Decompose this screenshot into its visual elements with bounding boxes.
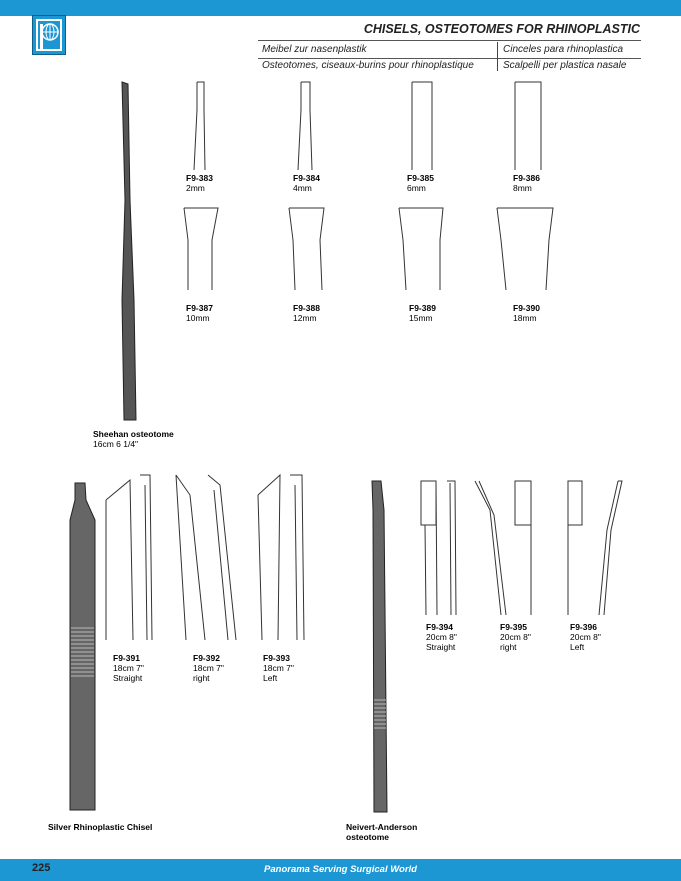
product-label: F9-390 18mm xyxy=(513,303,540,323)
neivert-caption: Neivert-Anderson osteotome xyxy=(346,822,418,842)
sheehan-caption: Sheehan osteotome 16cm 6 1/4" xyxy=(93,429,174,449)
product-label: F9-384 4mm xyxy=(293,173,320,193)
footer-slogan: Panorama Serving Surgical World xyxy=(264,864,417,875)
neivert-f9-396-image xyxy=(568,481,582,615)
product-label: F9-391 18cm 7" Straight xyxy=(113,653,144,683)
product-label: F9-386 8mm xyxy=(513,173,540,193)
blade-f9-385-image xyxy=(412,82,432,170)
blade-f9-389-image xyxy=(399,208,443,290)
blade-f9-384-image xyxy=(298,82,312,170)
silver-f9-393-image xyxy=(258,475,280,640)
neivert-f9-396-side-image xyxy=(599,481,622,615)
silver-f9-392-image xyxy=(176,475,205,640)
silver-f9-392-side-image xyxy=(208,475,236,640)
page-title: CHISELS, OSTEOTOMES FOR RHINOPLASTIC xyxy=(363,22,640,36)
blade-f9-386-image xyxy=(515,82,541,170)
blade-f9-388-image xyxy=(289,208,324,290)
blade-f9-383-image xyxy=(194,82,205,170)
neivert-f9-394-side-image xyxy=(447,481,456,615)
subtitle-italian: Scalpelli per plastica nasale xyxy=(503,60,627,71)
product-label: F9-385 6mm xyxy=(407,173,434,193)
silver-caption: Silver Rhinoplastic Chisel xyxy=(48,822,153,832)
product-label: F9-392 18cm 7" right xyxy=(193,653,224,683)
silver-f9-391-side-image xyxy=(140,475,152,640)
subtitle-spanish: Cinceles para rhinoplastica xyxy=(503,44,624,55)
product-label: F9-394 20cm 8" Straight xyxy=(426,622,457,652)
silver-chisel-image xyxy=(70,483,95,810)
neivert-f9-395-image xyxy=(475,481,506,615)
neivert-f9-395-side-image xyxy=(515,481,531,615)
silver-f9-391-image xyxy=(106,480,133,640)
product-label: F9-388 12mm xyxy=(293,303,320,323)
neivert-osteotome-image xyxy=(372,481,387,812)
silver-f9-393-side-image xyxy=(290,475,304,640)
subtitle-french: Osteotomes, ciseaux-burins pour rhinoplastique xyxy=(262,60,474,71)
product-label: F9-396 20cm 8" Left xyxy=(570,622,601,652)
subtitle-german: Meibel zur nasenplastik xyxy=(262,44,367,55)
page-number: 225 xyxy=(32,862,51,874)
blade-f9-387-image xyxy=(184,208,218,290)
blade-f9-390-image xyxy=(497,208,553,290)
product-label: F9-387 10mm xyxy=(186,303,213,323)
product-label: F9-395 20cm 8" right xyxy=(500,622,531,652)
product-label: F9-389 15mm xyxy=(409,303,436,323)
sheehan-osteotome-image xyxy=(122,82,136,420)
neivert-f9-394-image xyxy=(421,481,437,615)
product-label: F9-383 2mm xyxy=(186,173,213,193)
product-label: F9-393 18cm 7" Left xyxy=(263,653,294,683)
